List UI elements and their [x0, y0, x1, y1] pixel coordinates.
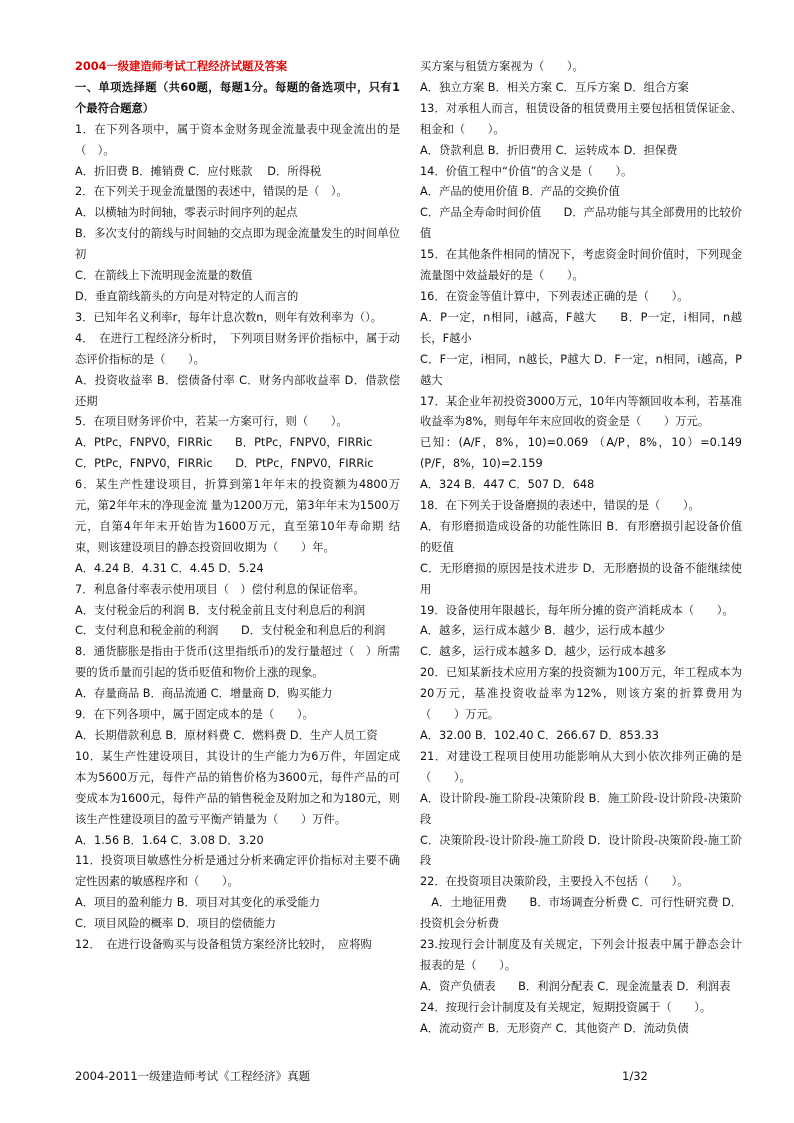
document-title: 2004一级建造师考试工程经济试题及答案	[75, 60, 288, 73]
text-paragraph: C．无形磨损的原因是技术进步 D．无形磨损的设备不能继续使用	[420, 561, 742, 596]
text-paragraph: A．土地征用费 B．市场调查分析费 C．可行性研究费 D．投资机会分析费	[420, 896, 742, 931]
text-paragraph: 22．在投资项目决策阶段，主要投入不包括（ ）。	[420, 875, 689, 889]
text-paragraph: 7．利息备付率表示使用项目（ ）偿付利息的保证倍率。	[75, 582, 365, 596]
text-paragraph: 12． 在进行设备购买与设备租赁方案经济比较时， 应将购	[75, 938, 372, 952]
section-heading: 一、单项选择题（共60题，每题1分。每题的备选项中，只有1个最符合题意）	[75, 80, 400, 115]
right-column-text	[420, 57, 742, 1040]
text-paragraph: 5．在项目财务评价中，若某一方案可行，则（ ）。	[75, 415, 348, 429]
text-paragraph: 24．按现行会计制度及有关规定，短期投资属于（ ）。	[420, 1000, 712, 1014]
text-paragraph: 6．某生产性建设项目，折算到第1年年末的投资额为4800万元，第2年年末的净现金流 量为1200万元，第3年年末为1500万元，自第4年年末开始皆为1600万元，直至第10年寿命期 结束，则该建设项目的静态投资回收期为（ ）年。	[75, 478, 400, 554]
text-paragraph: D．垂直箭线箭头的方向是对特定的人而言的	[75, 289, 299, 303]
text-paragraph: A．1.56 B．1.64 C．3.08 D．3.20	[75, 833, 264, 847]
text-paragraph: 21．对建设工程项目使用功能影响从大到小依次排列正确的是（ ）。	[420, 749, 742, 784]
text-paragraph: 15．在其他条件相同的情况下，考虑资金时间价值时，下列现金流量图中效益最好的是（ ）。	[420, 248, 742, 283]
text-paragraph: 19．设备使用年限越长，每年所分摊的资产消耗成本（ ）。	[420, 603, 734, 617]
left-column-text	[75, 120, 400, 956]
text-paragraph: C．PtPc，FNPV0，FIRRic D．PtPc，FNPV0，FIRRic	[75, 457, 374, 471]
text-paragraph: 23.按现行会计制度及有关规定，下列会计报表中属于静态会计报表的是（ ）。	[420, 938, 742, 972]
text-paragraph: 13．对承租人而言，租赁设备的租赁费用主要包括租赁保证金、租金和（ ）。	[420, 101, 742, 136]
text-paragraph: A．PtPc，FNPV0，FIRRic B．PtPc，FNPV0，FIRRic	[75, 436, 373, 450]
right-column	[420, 57, 742, 1040]
text-paragraph: C．产品全寿命时间价值 D．产品功能与其全部费用的比较价值	[420, 206, 742, 241]
text-paragraph: A．以横轴为时间轴，零表示时间序列的起点	[75, 206, 298, 220]
text-paragraph: 16．在资金等值计算中，下列表述正确的是（ ）。	[420, 289, 689, 303]
text-paragraph: 17．某企业年初投资3000万元，10年内等额回收本利，若基准收益率为8%，则每年年末应回收的资金是（ ）万元。	[420, 394, 742, 429]
text-paragraph: 买方案与租赁方案视为（ ）。	[420, 60, 584, 73]
text-paragraph: 18．在下列关于设备磨损的表述中，错误的是（ ）。	[420, 499, 700, 513]
text-paragraph: 1．在下列各项中，属于资本金财务现金流量表中现金流出的是（ ）。	[75, 122, 400, 157]
text-paragraph: 9．在下列各项中，属于固定成本的是（ ）。	[75, 708, 314, 722]
footer-title: 2004-2011一级建造师考试《工程经济》真题	[75, 1069, 311, 1083]
text-paragraph: A．资产负债表 B．利润分配表 C．现金流量表 D．利润表	[420, 979, 731, 993]
text-paragraph: A．越多，运行成本越少 B．越少，运行成本越少	[420, 624, 666, 638]
text-paragraph: A．投资收益率 B．偿债备付率 C．财务内部收益率 D．借款偿还期	[75, 373, 400, 408]
text-paragraph: 3．已知年名义利率r，每年计息次数n，则年有效利率为（）。	[75, 310, 383, 324]
text-paragraph: A．P一定，n相同，i越高，F越大 B．P一定，i相同，n越长，F越小	[420, 310, 742, 345]
text-paragraph: A．324 B．447 C．507 D．648	[420, 478, 595, 492]
text-paragraph: C．项目风险的概率 D．项目的偿债能力	[75, 917, 276, 931]
text-paragraph: C．F一定，i相同，n越长，P越大 D．F一定，n相同，i越高，P越大	[420, 352, 742, 387]
text-paragraph: A．流动资产 B．无形资产 C．其他资产 D．流动负债	[420, 1021, 689, 1035]
left-column	[75, 57, 400, 956]
text-paragraph: A．存量商品 B．商品流通 C．增量商 D．购买能力	[75, 687, 333, 701]
page-number: 1/32	[622, 1069, 648, 1083]
text-paragraph: A．贷款利息 B．折旧费用 C．运转成本 D．担保费	[420, 143, 678, 157]
text-paragraph: A．有形磨损造成设备的功能性陈旧 B．有形磨损引起设备价值的贬值	[420, 519, 742, 554]
text-paragraph: A．折旧费 B．摊销费 C．应付账款 D．所得税	[75, 164, 322, 178]
text-paragraph: A．设计阶段-施工阶段-决策阶段 B．施工阶段-设计阶段-决策阶段	[420, 791, 742, 826]
text-paragraph: A．32.00 B．102.40 C．266.67 D．853.33	[420, 729, 659, 742]
text-paragraph: 2．在下列关于现金流量图的表述中，错误的是（ ）。	[75, 185, 348, 199]
text-paragraph: 已知：(A/F，8%，10)=0.069 （A/P，8%，10）=0.149 (P/F，8%，10)=2.159	[420, 436, 742, 471]
text-paragraph: 20．已知某新技术应用方案的投资额为100万元，年工程成本为20万元，基准投资收益率为12%，则该方案的折算费用为（ ）万元。	[420, 666, 742, 722]
text-paragraph: 14．价值工程中“价值”的含义是（ ）。	[420, 164, 633, 178]
text-paragraph: C．支付利息和税金前的利润 D．支付税金和利息后的利润	[75, 624, 386, 638]
text-paragraph: A．项目的盈利能力 B．项目对其变化的承受能力	[75, 896, 321, 910]
text-paragraph: B．多次支付的箭线与时间轴的交点即为现金流量发生的时间单位初	[75, 227, 400, 262]
text-paragraph: C．越多，运行成本越多 D．越少，运行成本越多	[420, 645, 667, 659]
text-paragraph: A．产品的使用价值 B．产品的交换价值	[420, 185, 620, 199]
text-paragraph: 4． 在进行工程经济分析时， 下列项目财务评价指标中，属于动态评价指标的是（ ）。	[75, 331, 400, 366]
text-paragraph: C．决策阶段-设计阶段-施工阶段 D．设计阶段-决策阶段-施工阶段	[420, 833, 742, 868]
text-paragraph: A．独立方案 B．相关方案 C．互斥方案 D．组合方案	[420, 80, 689, 94]
text-paragraph: 10．某生产性建设项目，其设计的生产能力为6万件，年固定成本为5600万元，每件产品的销售价格为3600元，每件产品的可变成本为1600元，每件产品的销售税金及附加之和为180元，则该生产性建设项目的盈亏平衡产销量为（ ）万件。	[75, 749, 400, 826]
text-paragraph: A．长期借款利息 B．原材料费 C．燃料费 D．生产人员工资	[75, 729, 378, 742]
text-paragraph: A．4.24 B．4.31 C．4.45 D．5.24	[75, 561, 264, 575]
text-paragraph: 11．投资项目敏感性分析是通过分析来确定评价指标对主要不确定性因素的敏感程序和（ ）。	[75, 854, 400, 889]
text-paragraph: A．支付税金后的利润 B．支付税金前且支付利息后的利润	[75, 603, 366, 617]
text-paragraph: C．在箭线上下流明现金流量的数值	[75, 269, 253, 283]
text-paragraph: 8．通货膨胀是指由于货币(这里指纸币)的发行量超过（ ）所需要的货币量而引起的货币贬值和物价上涨的现象。	[75, 645, 400, 680]
